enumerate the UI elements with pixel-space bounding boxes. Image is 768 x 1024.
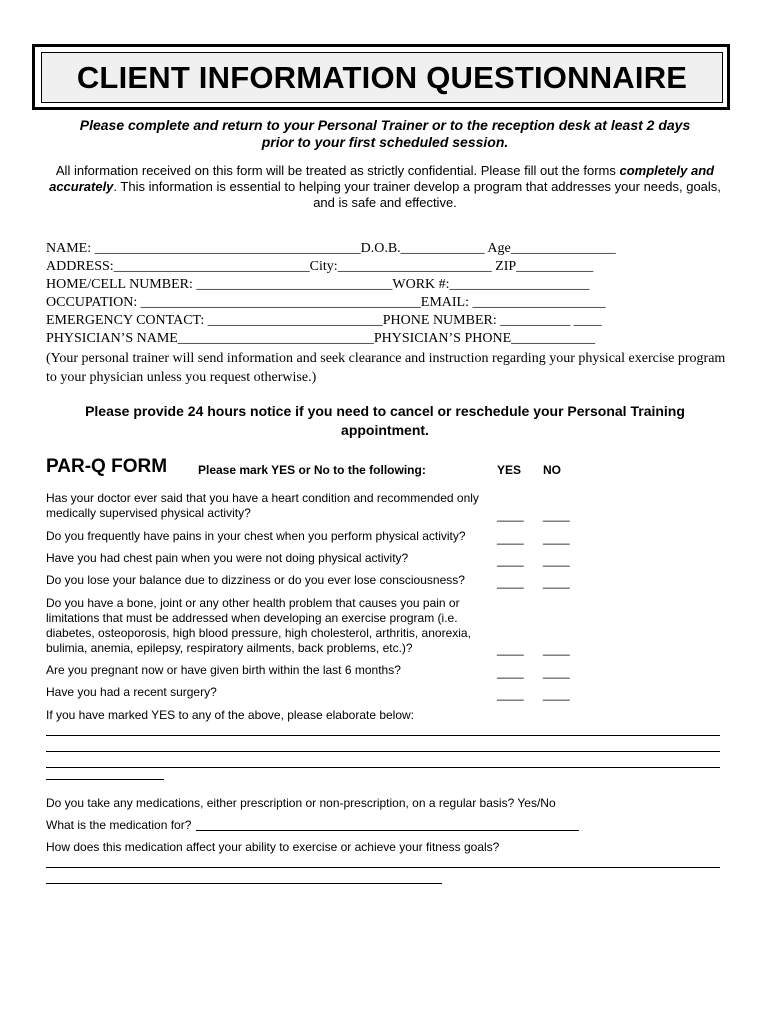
chest-activity-yes-blank[interactable]: ____ — [497, 531, 524, 545]
confidentiality-note — [40, 163, 730, 211]
confidentiality-emphasis: completely and accurately — [49, 163, 715, 194]
surgery-yes-blank[interactable]: ____ — [497, 687, 524, 701]
parq-question-surgery: Have you had a recent surgery? — [46, 685, 217, 699]
parq-question-pregnant: Are you pregnant now or have given birth within the last 6 months? — [46, 663, 401, 677]
cancellation-notice: Please provide 24 hours notice if you need to cancel or reschedule your Personal Training appointment. — [85, 403, 685, 438]
balance-yes-blank[interactable]: ____ — [497, 575, 524, 589]
yes-column-header: YES — [497, 463, 522, 477]
medication-purpose-label: What is the medication for? — [46, 818, 192, 832]
name-dob-age-row[interactable]: NAME: ______________________________________D.O.B.____________ Age_______________ — [46, 241, 616, 256]
physician-row[interactable]: PHYSICIAN’S NAME____________________________PHYSICIAN’S PHONE____________ — [46, 331, 596, 346]
parq-question-balance: Do you lose your balance due to dizziness or do you ever lose consciousness? — [46, 573, 465, 587]
pregnant-yes-blank[interactable]: ____ — [497, 665, 524, 679]
elaborate-line-4[interactable] — [46, 779, 164, 780]
parq-question-bone-joint: Do you have a bone, joint or any other health problem that causes you pain or limitations that must be addressed when developing an exercise program (i.e. diabetes, osteoporosis, high blood pressure, high cholesterol, arthritis, anorexia, bulimia, anemia, epilepsy, respiratory ailments, back problems, etc.)? — [46, 596, 471, 655]
parq-title: PAR-Q FORM — [46, 456, 168, 477]
elaborate-line-2[interactable] — [46, 751, 720, 752]
occupation-email-row[interactable]: OCCUPATION: ________________________________________EMAIL: ___________________ — [46, 295, 606, 310]
confidentiality-text-a: All information received on this form will be treated as strictly confidential. Please fill out the forms — [55, 163, 620, 178]
parq-question-heart: Has your doctor ever said that you have a heart condition and recommended only medically supervised physical activity? — [46, 491, 479, 520]
bone-joint-yes-blank[interactable]: ____ — [497, 642, 524, 656]
heart-yes-blank[interactable]: ____ — [497, 508, 524, 522]
elaborate-line-1[interactable] — [46, 735, 720, 736]
pregnant-no-blank[interactable]: ____ — [543, 665, 570, 679]
bone-joint-no-blank[interactable]: ____ — [543, 642, 570, 656]
parq-question-chest-rest: Have you had chest pain when you were not doing physical activity? — [46, 551, 409, 565]
surgery-no-blank[interactable]: ____ — [543, 687, 570, 701]
intro-line-1: Please complete and return to your Personal Trainer or to the reception desk at least 2 days — [79, 117, 691, 133]
title-box — [32, 44, 730, 110]
intro-line-2: prior to your first scheduled session. — [261, 134, 509, 150]
no-column-header: NO — [543, 463, 561, 477]
parq-instruction: Please mark YES or No to the following: — [198, 463, 426, 477]
elaborate-line-3[interactable] — [46, 767, 720, 768]
elaborate-prompt: If you have marked YES to any of the above, please elaborate below: — [46, 708, 415, 722]
parq-question-chest-activity: Do you frequently have pains in your chest when you perform physical activity? — [46, 529, 466, 543]
medication-purpose-line[interactable] — [196, 830, 579, 831]
chest-activity-no-blank[interactable]: ____ — [543, 531, 570, 545]
chest-rest-no-blank[interactable]: ____ — [543, 553, 570, 567]
medication-effect-line-2[interactable] — [46, 883, 442, 884]
heart-no-blank[interactable]: ____ — [543, 508, 570, 522]
balance-no-blank[interactable]: ____ — [543, 575, 570, 589]
medication-effect-line-1[interactable] — [46, 867, 720, 868]
form-title: CLIENT INFORMATION QUESTIONNAIRE — [76, 59, 688, 95]
title-banner — [41, 52, 723, 103]
physician-note: (Your personal trainer will send information and seek clearance and instruction regarding your physical exercise program to your physician unless you request otherwise.) — [46, 351, 726, 385]
intro-instructions — [40, 117, 730, 151]
medication-question: Do you take any medications, either prescription or non-prescription, on a regular basis? Yes/No — [46, 796, 556, 810]
medication-effect-question: How does this medication affect your ability to exercise or achieve your fitness goals? — [46, 840, 500, 854]
address-city-zip-row[interactable]: ADDRESS:____________________________City:______________________ ZIP___________ — [46, 259, 594, 274]
confidentiality-text-c: . This information is essential to helping your trainer develop a program that addresses your needs, goals, and is safe and effective. — [113, 179, 721, 210]
phone-work-row[interactable]: HOME/CELL NUMBER: ____________________________WORK #:____________________ — [46, 277, 590, 292]
chest-rest-yes-blank[interactable]: ____ — [497, 553, 524, 567]
emergency-contact-row[interactable]: EMERGENCY CONTACT: _________________________PHONE NUMBER: __________ ____ — [46, 313, 602, 328]
